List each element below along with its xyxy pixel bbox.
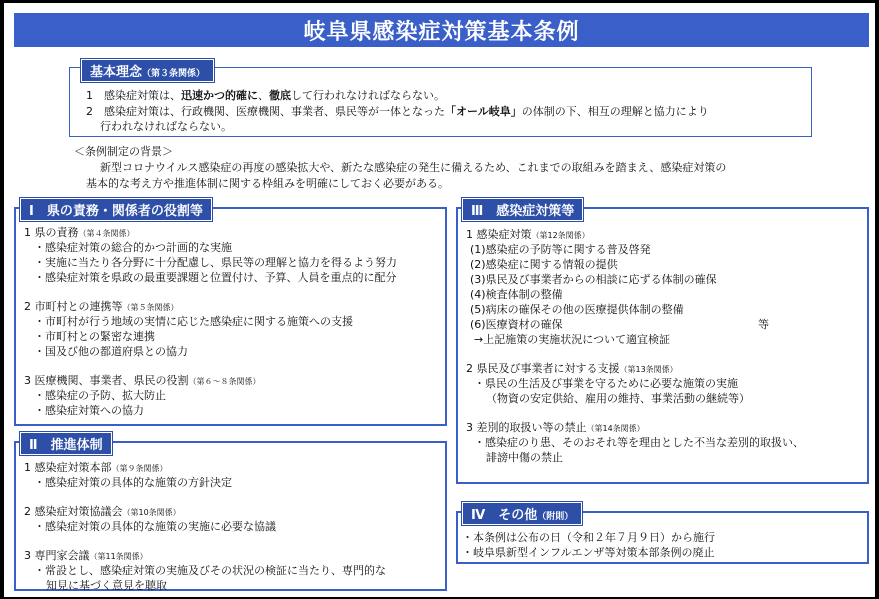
section-4-label-ref: （附則） bbox=[537, 512, 574, 522]
s3-heading-2 bbox=[466, 360, 678, 376]
principle-1-text-c: して行われなければならない。 bbox=[291, 89, 445, 102]
s1-heading-1-text: 1 県の責務 bbox=[24, 226, 79, 239]
s1-item-4: ・市町村が行う地域の実情に応じた感染症に関する施策への支援 bbox=[34, 315, 353, 328]
s3-item-4: (4)検査体制の整備 bbox=[470, 288, 563, 301]
principle-1-bold-b: 徹底 bbox=[269, 89, 291, 102]
slide bbox=[4, 3, 875, 597]
s1-heading-1 bbox=[24, 224, 135, 240]
s2-heading-1-text: 1 感染症対策本部 bbox=[24, 461, 112, 474]
s1-heading-3 bbox=[24, 372, 261, 388]
s1-item-5: ・市町村との緊密な連携 bbox=[34, 330, 155, 343]
s1-item-3: ・感染症対策を県政の最重要課題と位置付け、予算、人員を重点的に配分 bbox=[34, 271, 397, 284]
s1-heading-3-text: 3 医療機関、事業者、県民の役割 bbox=[24, 374, 189, 387]
section-1-label: Ⅰ 県の責務・関係者の役割等 bbox=[20, 198, 212, 221]
principle-1-bold-a: 迅速かつ的確に bbox=[181, 89, 258, 102]
s3-heading-3-ref: （第14条関係） bbox=[586, 424, 645, 433]
s2-heading-3-ref: （第11条関係） bbox=[89, 552, 148, 561]
s3-heading-3-text: 3 差別的取扱い等の禁止 bbox=[466, 421, 587, 434]
s3-item-5: (5)病床の確保その他の医療提供体制の整備 bbox=[470, 303, 684, 316]
s1-item-7: ・感染症の予防、拡大防止 bbox=[34, 389, 166, 402]
s1-item-2: ・実施に当たり各分野に十分配慮し、県民等の理解と協力を得るよう努力 bbox=[34, 256, 397, 269]
s2-item-3: ・常設とし、感染症対策の実施及びその状況の検証に当たり、専門的な bbox=[34, 564, 386, 577]
section-4-label bbox=[462, 502, 582, 525]
s2-heading-1-ref: （第９条関係） bbox=[111, 464, 168, 473]
page-title: 岐阜県感染症対策基本条例 bbox=[14, 13, 869, 47]
section-3-label: Ⅲ 感染症対策等 bbox=[462, 198, 583, 221]
s1-heading-2-ref: （第５条関係） bbox=[122, 303, 179, 312]
s3-item-2: (2)感染症に関する情報の提供 bbox=[470, 258, 618, 271]
s1-heading-2 bbox=[24, 298, 179, 314]
s4-item-1: ・本条例は公布の日（令和２年７月９日）から施行 bbox=[462, 531, 715, 544]
s1-item-1: ・感染症対策の総合的かつ計画的な実施 bbox=[34, 241, 232, 254]
s3-item-8: ・県民の生活及び事業を守るために必要な施策の実施 bbox=[474, 377, 738, 390]
s3-item-7: →上記施策の実施状況について適宜検証 bbox=[474, 333, 670, 346]
background-line-2: 基本的な考え方や推進体制に関する枠組みを明確にしておく必要がある。 bbox=[86, 177, 449, 190]
s3-heading-1 bbox=[466, 226, 590, 242]
s2-item-4: 知見に基づく意見を聴取 bbox=[46, 579, 167, 592]
s2-item-2: ・感染症対策の具体的な施策の実施に必要な協議 bbox=[34, 520, 276, 533]
basic-principles-label-text: 基本理念 bbox=[90, 65, 143, 80]
section-2-label: Ⅱ 推進体制 bbox=[20, 432, 112, 455]
s3-heading-2-text: 2 県民及び事業者に対する支援 bbox=[466, 362, 620, 375]
background-line-1: 新型コロナウイルス感染症の再度の感染拡大や、新たな感染症の発生に備えるため、これまでの取組みを踏まえ、感染症対策の bbox=[100, 161, 727, 174]
principle-2-text-a: 2 感染症対策は、行政機関、医療機関、事業者、県民等が一体となった bbox=[86, 105, 445, 118]
s3-heading-1-text: 1 感染症対策 bbox=[466, 228, 532, 241]
s2-heading-2 bbox=[24, 503, 181, 519]
s3-item-6-etc: 等 bbox=[758, 318, 769, 331]
principle-1 bbox=[86, 87, 445, 103]
section-4-label-text: Ⅳ その他 bbox=[471, 508, 538, 523]
s3-heading-2-ref: （第13条関係） bbox=[619, 365, 678, 374]
s3-item-6: (6)医療資材の確保 bbox=[470, 318, 563, 331]
s1-item-6: ・国及び他の都道府県との協力 bbox=[34, 345, 188, 358]
s3-heading-1-ref: （第12条関係） bbox=[531, 231, 590, 240]
s3-item-10: ・感染症のり患、そのおそれ等を理由とした不当な差別的取扱い、 bbox=[474, 436, 804, 449]
s2-heading-3 bbox=[24, 547, 148, 563]
s2-heading-1 bbox=[24, 459, 168, 475]
s3-item-3: (3)県民及び事業者からの相談に応ずる体制の確保 bbox=[470, 273, 717, 286]
background-heading: ＜条例制定の背景＞ bbox=[74, 145, 173, 158]
s2-heading-2-ref: （第10条関係） bbox=[122, 508, 181, 517]
s1-heading-1-ref: （第４条関係） bbox=[78, 229, 135, 238]
s3-item-11: 誹謗中傷の禁止 bbox=[486, 451, 563, 464]
basic-principles-label-ref: （第３条関係） bbox=[142, 69, 206, 79]
s3-item-1: (1)感染症の予防等に関する普及啓発 bbox=[470, 243, 651, 256]
principle-2-text-b: の体制の下、相互の理解と協力により bbox=[521, 105, 709, 118]
s1-item-8: ・感染症対策への協力 bbox=[34, 404, 144, 417]
s2-item-1: ・感染症対策の具体的な施策の方針決定 bbox=[34, 476, 232, 489]
s3-heading-3 bbox=[466, 419, 645, 435]
principle-2-cont: 行われなければならない。 bbox=[100, 120, 232, 133]
principle-2 bbox=[86, 103, 709, 119]
s1-heading-2-text: 2 市町村との連携等 bbox=[24, 300, 123, 313]
s1-heading-3-ref: （第６～８条関係） bbox=[188, 377, 261, 386]
principle-2-bold: 「オール岐阜」 bbox=[445, 105, 522, 118]
principle-1-text-a: 1 感染症対策は、 bbox=[86, 89, 181, 102]
s2-heading-2-text: 2 感染症対策協議会 bbox=[24, 505, 123, 518]
s4-item-2: ・岐阜県新型インフルエンザ等対策本部条例の廃止 bbox=[462, 546, 715, 559]
s3-item-9: （物資の安定供給、雇用の維持、事業活動の継続等） bbox=[486, 392, 750, 405]
basic-principles-label bbox=[81, 59, 214, 82]
s2-heading-3-text: 3 専門家会議 bbox=[24, 549, 90, 562]
principle-1-text-b: 、 bbox=[258, 89, 269, 102]
